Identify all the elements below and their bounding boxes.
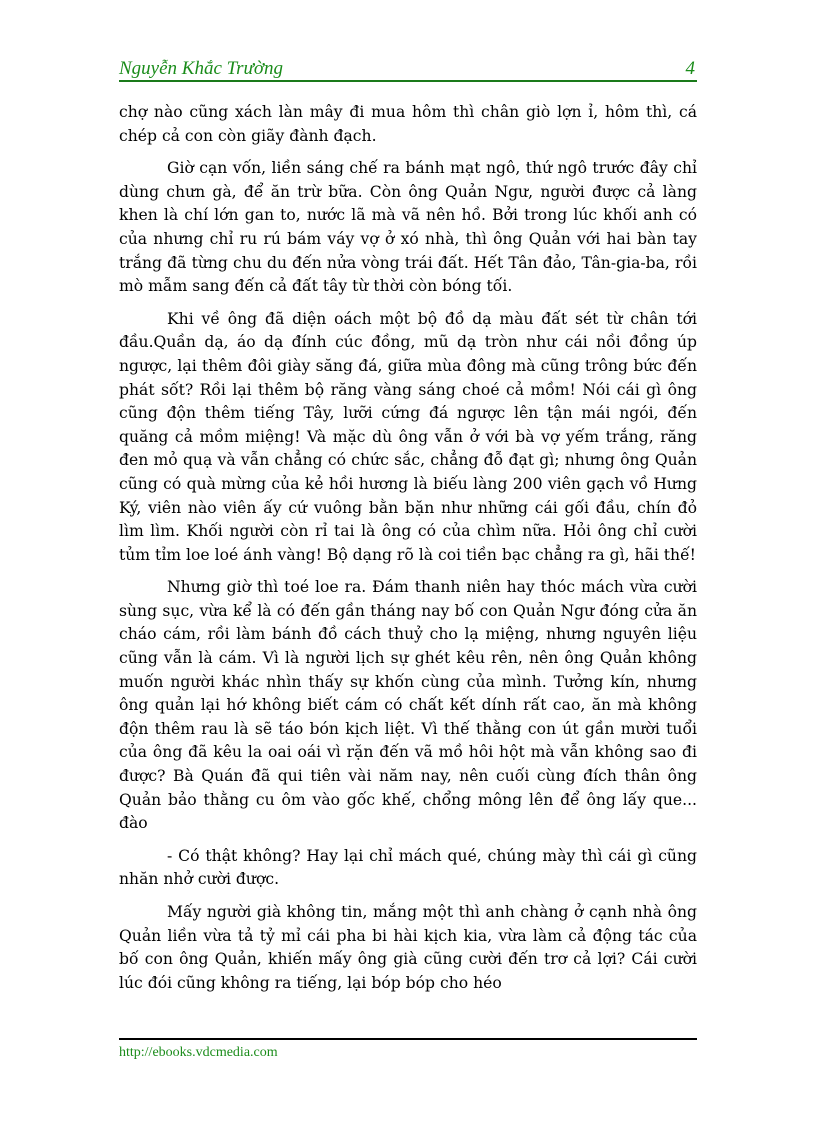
- page-header: [119, 58, 697, 82]
- footer-url[interactable]: http://ebooks.vdcmedia.com: [119, 1045, 278, 1060]
- footer-divider: [119, 1038, 697, 1040]
- paragraph: Nhưng giờ thì toé loe ra. Đám thanh niên hay thóc mách vừa cười sùng sục, vừa kể là có đến gần tháng nay bố con Quản Ngư đóng cửa ăn cháo cám, rồi làm bánh đồ cách thuỷ cho lạ miệng, nhưng nguyên liệu cũng vẫn là cám. Vì là người lịch sự ghét kêu rên, nên ông Quản không muốn người khác nhìn thấy sự khốn cùng của mình. Tưởng kín, nhưng ông quản lại hớ không biết cám có chất kết dính rất cao, ăn mà không độn thêm rau là sẽ táo bón kịch liệt. Vì thế thằng con út gần mười tuổi của ông đã kêu la oai oái vì rặn đến vã mồ hôi hột mà vẫn không sao đi được? Bà Quán đã qui tiên vài năm nay, nên cuối cùng đích thân ông Quản bảo thằng cu ôm vào gốc khế, chổng mông lên để ông lấy que... đào: [119, 578, 697, 833]
- paragraph: - Có thật không? Hay lại chỉ mách qué, chúng mày thì cái gì cũng nhăn nhở cười được.: [119, 846, 697, 889]
- paragraph: Giờ cạn vốn, liền sáng chế ra bánh mạt ngô, thứ ngô trước đây chỉ dùng chưn gà, để ăn trừ bữa. Còn ông Quản Ngư, người được cả làng khen là chí lớn gan to, nước lã mà vã nên hồ. Bởi trong lúc khối anh có của nhưng chỉ ru rú bám váy vợ ở xó nhà, thì ông Quản với hai bàn tay trắng đã từng chu du đến nửa vòng trái đất. Hết Tân đảo, Tân-gia-ba, rồi mò mẫm sang đến cả đất tây từ thời còn bóng tối.: [119, 159, 697, 296]
- body-text: [119, 101, 697, 1004]
- paragraph: Khi về ông đã diện oách một bộ đồ dạ màu đất sét từ chân tới đầu.Quần dạ, áo dạ đính cúc đồng, mũ dạ tròn như cái nồi đồng úp ngược, lại thêm đôi giày săng đá, giữa mùa đông mà cũng trông bức đến phát sốt? Rồi lại thêm bộ răng vàng sáng choé cả mồm! Nói cái gì ông cũng độn thêm tiếng Tây, lưỡi cứng đá ngược lên tận mái ngói, đến quăng cả mồm miệng! Và mặc dù ông vẫn ở với bà vợ yếm trắng, răng đen mỏ quạ và vẫn chẳng có chức sắc, chẳng đỗ đạt gì; nhưng ông Quản cũng có quà mừng của kẻ hồi hương là biếu làng 200 viên gạch vồ Hưng Ký, viên nào viên ấy cứ vuông bằn bặn như những cái gối đầu, chín đỏ lìm lìm. Khối người còn rỉ tai là ông có của chìm nữa. Hỏi ông chỉ cười tủm tỉm loe loé ánh vàng! Bộ dạng rõ là coi tiền bạc chẳng ra gì, hãi thế!: [119, 309, 697, 564]
- author-name: Nguyễn Khắc Trường: [119, 58, 284, 79]
- paragraph: Mấy người già không tin, mắng một thì anh chàng ở cạnh nhà ông Quản liền vừa tả tỷ mỉ cái pha bi hài kịch kia, vừa làm cả động tác của bố con ông Quản, khiến mấy ông già cũng cười đến trơ cả lợi? Cái cười lúc đói cũng không ra tiếng, lại bóp bóp cho héo: [119, 903, 697, 992]
- page-number: 4: [685, 58, 695, 79]
- paragraph: chợ nào cũng xách làn mây đi mua hôm thì chân giò lợn ỉ, hôm thì, cá chép cả con còn giãy đành đạch.: [119, 103, 697, 145]
